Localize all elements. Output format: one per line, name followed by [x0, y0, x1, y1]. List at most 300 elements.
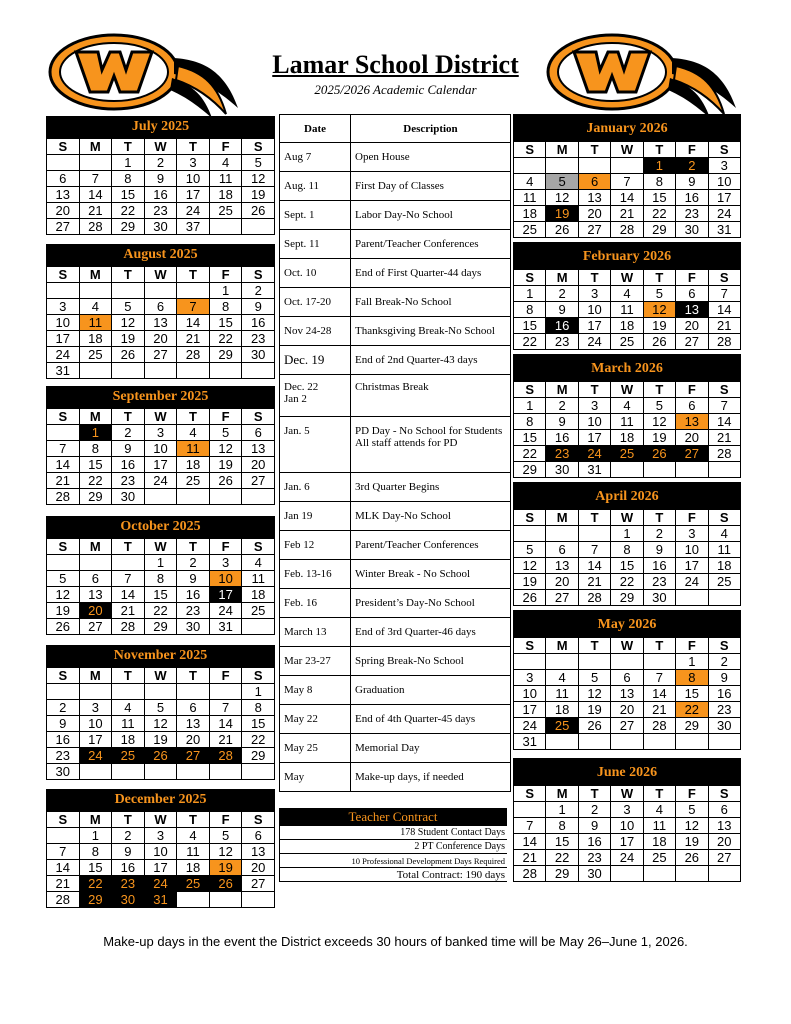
- day-cell: 22: [79, 473, 112, 489]
- event-desc: President’s Day-No School: [351, 589, 511, 618]
- day-cell: 26: [676, 850, 708, 866]
- day-cell: 13: [144, 315, 177, 331]
- weekday-label: W: [144, 267, 177, 283]
- day-cell: 25: [611, 334, 643, 350]
- empty-cell: [708, 590, 740, 606]
- day-cell: 7: [514, 818, 546, 834]
- event-date: Aug 7: [280, 143, 351, 172]
- weekday-label: S: [242, 139, 275, 155]
- day-cell: 28: [209, 748, 242, 764]
- day-cell: 15: [209, 315, 242, 331]
- day-cell: 22: [514, 446, 546, 462]
- day-cell: 19: [643, 430, 675, 446]
- month-grid: [513, 509, 741, 606]
- day-cell: 13: [242, 844, 275, 860]
- day-cell: 26: [112, 347, 145, 363]
- day-cell: 25: [209, 203, 242, 219]
- day-cell: 20: [47, 203, 80, 219]
- day-cell: 17: [708, 190, 740, 206]
- day-cell: 7: [708, 398, 740, 414]
- day-cell: 22: [611, 574, 643, 590]
- day-cell: 20: [242, 457, 275, 473]
- empty-cell: [47, 555, 80, 571]
- weekday-header-row: [47, 139, 275, 155]
- event-row: [280, 201, 511, 230]
- day-cell: 30: [676, 222, 708, 238]
- day-cell: 30: [177, 619, 210, 635]
- day-cell: 30: [112, 892, 145, 908]
- day-cell: 28: [79, 219, 112, 235]
- weekday-label: S: [47, 409, 80, 425]
- weekday-label: M: [79, 139, 112, 155]
- event-date: Jan 19: [280, 502, 351, 531]
- day-cell: 19: [112, 331, 145, 347]
- day-cell: 7: [177, 299, 210, 315]
- weekday-label: T: [643, 510, 675, 526]
- day-cell: 24: [611, 850, 643, 866]
- empty-cell: [578, 158, 610, 174]
- month-grid: [46, 538, 275, 635]
- empty-cell: [578, 654, 610, 670]
- day-cell: 15: [79, 860, 112, 876]
- weekday-label: W: [144, 139, 177, 155]
- weekday-label: W: [611, 510, 643, 526]
- page-subtitle: 2025/2026 Academic Calendar: [314, 82, 477, 97]
- day-cell: 30: [47, 764, 80, 780]
- week-row: [47, 892, 275, 908]
- day-cell: 17: [676, 558, 708, 574]
- month-title: June 2026: [513, 758, 741, 785]
- month-grid: [46, 138, 275, 235]
- empty-cell: [643, 654, 675, 670]
- weekday-label: T: [578, 142, 610, 158]
- day-cell: 23: [676, 206, 708, 222]
- empty-cell: [177, 892, 210, 908]
- weekday-label: W: [611, 786, 643, 802]
- empty-cell: [611, 734, 643, 750]
- day-cell: 18: [177, 860, 210, 876]
- empty-cell: [578, 526, 610, 542]
- weekday-label: T: [643, 382, 675, 398]
- weekday-label: T: [578, 382, 610, 398]
- day-cell: 28: [708, 446, 740, 462]
- day-cell: 23: [112, 473, 145, 489]
- day-cell: 13: [47, 187, 80, 203]
- month-september-2025: [46, 386, 275, 505]
- day-cell: 14: [112, 587, 145, 603]
- event-date: [280, 375, 351, 417]
- day-cell: 29: [242, 748, 275, 764]
- event-date: May 22: [280, 705, 351, 734]
- day-cell: 14: [611, 190, 643, 206]
- weekday-label: W: [611, 638, 643, 654]
- event-date: Feb 12: [280, 531, 351, 560]
- day-cell: 24: [177, 203, 210, 219]
- event-desc: 3rd Quarter Begins: [351, 473, 511, 502]
- month-title: April 2026: [513, 482, 741, 509]
- empty-cell: [144, 684, 177, 700]
- day-cell: 13: [578, 190, 610, 206]
- day-cell: 23: [242, 331, 275, 347]
- day-cell: 5: [47, 571, 80, 587]
- event-date: Jan. 6: [280, 473, 351, 502]
- day-cell: 2: [112, 425, 145, 441]
- empty-cell: [47, 684, 80, 700]
- day-cell: 2: [676, 158, 708, 174]
- day-cell: 20: [79, 603, 112, 619]
- contract-title: Teacher Contract: [279, 808, 507, 826]
- event-desc: MLK Day-No School: [351, 502, 511, 531]
- week-row: [47, 425, 275, 441]
- day-cell: 6: [676, 398, 708, 414]
- week-row: [47, 203, 275, 219]
- day-cell: 6: [144, 299, 177, 315]
- day-cell: 12: [112, 315, 145, 331]
- day-cell: 15: [676, 686, 708, 702]
- weekday-label: T: [177, 139, 210, 155]
- event-row: [280, 502, 511, 531]
- day-cell: 14: [708, 302, 740, 318]
- day-cell: 17: [578, 318, 610, 334]
- day-cell: 15: [514, 318, 546, 334]
- day-cell: 10: [47, 315, 80, 331]
- week-row: [47, 603, 275, 619]
- month-april-2026: [513, 482, 741, 606]
- day-cell: 2: [144, 155, 177, 171]
- day-cell: 20: [578, 206, 610, 222]
- event-date: Oct. 10: [280, 259, 351, 288]
- empty-cell: [611, 866, 643, 882]
- weekday-label: F: [209, 267, 242, 283]
- weekday-label: T: [177, 812, 210, 828]
- event-desc: Winter Break - No School: [351, 560, 511, 589]
- day-cell: 17: [514, 702, 546, 718]
- weekday-label: S: [708, 638, 740, 654]
- day-cell: 6: [47, 171, 80, 187]
- day-cell: 27: [676, 334, 708, 350]
- day-cell: 1: [546, 802, 578, 818]
- day-cell: 8: [611, 542, 643, 558]
- week-row: [514, 318, 741, 334]
- month-november-2025: [46, 645, 275, 780]
- day-cell: 26: [578, 718, 610, 734]
- month-title: February 2026: [513, 242, 741, 269]
- day-cell: 26: [643, 334, 675, 350]
- day-cell: 4: [79, 299, 112, 315]
- contract-line: 10 Professional Development Days Required: [279, 854, 507, 868]
- day-cell: 21: [209, 732, 242, 748]
- day-cell: 18: [611, 430, 643, 446]
- day-cell: 14: [47, 457, 80, 473]
- empty-cell: [643, 734, 675, 750]
- day-cell: 16: [242, 315, 275, 331]
- day-cell: 25: [177, 473, 210, 489]
- day-cell: 17: [578, 430, 610, 446]
- weekday-label: S: [47, 668, 80, 684]
- week-row: [47, 299, 275, 315]
- day-cell: 24: [578, 446, 610, 462]
- day-cell: 9: [578, 818, 610, 834]
- day-cell: 20: [676, 318, 708, 334]
- event-row: [280, 230, 511, 259]
- day-cell: 12: [209, 441, 242, 457]
- day-cell: 4: [177, 828, 210, 844]
- empty-cell: [546, 654, 578, 670]
- weekday-label: S: [514, 786, 546, 802]
- week-row: [47, 315, 275, 331]
- day-cell: 21: [47, 473, 80, 489]
- empty-cell: [112, 555, 145, 571]
- day-cell: 13: [611, 686, 643, 702]
- contract-total: Total Contract: 190 days: [279, 868, 507, 882]
- empty-cell: [47, 425, 80, 441]
- event-date: May: [280, 763, 351, 792]
- empty-cell: [177, 764, 210, 780]
- day-cell: 6: [611, 670, 643, 686]
- day-cell: 14: [209, 716, 242, 732]
- month-grid: [513, 381, 741, 478]
- weekday-label: W: [611, 270, 643, 286]
- week-row: [47, 844, 275, 860]
- week-row: [47, 571, 275, 587]
- week-row: [47, 716, 275, 732]
- day-cell: 1: [514, 398, 546, 414]
- empty-cell: [643, 866, 675, 882]
- event-date: Sept. 1: [280, 201, 351, 230]
- empty-cell: [676, 590, 708, 606]
- day-cell: 11: [514, 190, 546, 206]
- events-header-row: [280, 115, 511, 143]
- weekday-label: T: [578, 638, 610, 654]
- day-cell: 1: [676, 654, 708, 670]
- day-cell: 14: [643, 686, 675, 702]
- weekday-header-row: [47, 539, 275, 555]
- day-cell: 2: [177, 555, 210, 571]
- day-cell: 21: [643, 702, 675, 718]
- day-cell: 2: [546, 398, 578, 414]
- day-cell: 29: [643, 222, 675, 238]
- day-cell: 24: [578, 334, 610, 350]
- event-date: Sept. 11: [280, 230, 351, 259]
- event-desc: End of 4th Quarter-45 days: [351, 705, 511, 734]
- day-cell: 6: [546, 542, 578, 558]
- day-cell: 6: [578, 174, 610, 190]
- day-cell: 7: [209, 700, 242, 716]
- day-cell: 10: [177, 171, 210, 187]
- weekday-label: S: [514, 142, 546, 158]
- weekday-label: W: [144, 409, 177, 425]
- day-cell: 9: [708, 670, 740, 686]
- weekday-label: T: [112, 409, 145, 425]
- day-cell: 16: [112, 457, 145, 473]
- day-cell: 22: [546, 850, 578, 866]
- day-cell: 3: [514, 670, 546, 686]
- day-cell: 21: [611, 206, 643, 222]
- day-cell: 15: [144, 587, 177, 603]
- day-cell: 4: [209, 155, 242, 171]
- month-title: August 2025: [46, 244, 275, 266]
- empty-cell: [209, 684, 242, 700]
- day-cell: 25: [643, 850, 675, 866]
- empty-cell: [112, 363, 145, 379]
- day-cell: 16: [47, 732, 80, 748]
- day-cell: 28: [708, 334, 740, 350]
- day-cell: 23: [144, 203, 177, 219]
- empty-cell: [79, 684, 112, 700]
- day-cell: 11: [177, 441, 210, 457]
- day-cell: 27: [578, 222, 610, 238]
- day-cell: 4: [611, 286, 643, 302]
- weekday-label: M: [546, 510, 578, 526]
- event-date: Feb. 13-16: [280, 560, 351, 589]
- day-cell: 5: [578, 670, 610, 686]
- day-cell: 8: [643, 174, 675, 190]
- week-row: [514, 206, 741, 222]
- weekday-label: T: [643, 270, 675, 286]
- day-cell: 27: [242, 876, 275, 892]
- day-cell: 25: [177, 876, 210, 892]
- event-row: [280, 676, 511, 705]
- weekday-label: S: [514, 638, 546, 654]
- month-february-2026: [513, 242, 741, 350]
- day-cell: 29: [546, 866, 578, 882]
- day-cell: 27: [546, 590, 578, 606]
- day-cell: 7: [578, 542, 610, 558]
- day-cell: 27: [676, 446, 708, 462]
- event-row: [280, 763, 511, 792]
- month-title: November 2025: [46, 645, 275, 667]
- day-cell: 5: [643, 398, 675, 414]
- day-cell: 8: [79, 441, 112, 457]
- day-cell: 16: [676, 190, 708, 206]
- day-cell: 27: [708, 850, 740, 866]
- weekday-label: T: [112, 539, 145, 555]
- day-cell: 3: [611, 802, 643, 818]
- day-cell: 27: [144, 347, 177, 363]
- weekday-label: T: [112, 267, 145, 283]
- weekday-header-row: [514, 382, 741, 398]
- event-row: [280, 172, 511, 201]
- event-desc: [351, 417, 511, 473]
- empty-cell: [112, 684, 145, 700]
- day-cell: 24: [209, 603, 242, 619]
- day-cell: 8: [209, 299, 242, 315]
- events-table: [279, 114, 511, 792]
- day-cell: 5: [676, 802, 708, 818]
- day-cell: 11: [209, 171, 242, 187]
- week-row: [47, 283, 275, 299]
- week-row: [47, 331, 275, 347]
- empty-cell: [177, 684, 210, 700]
- weekday-header-row: [47, 267, 275, 283]
- day-cell: 4: [546, 670, 578, 686]
- day-cell: 14: [47, 860, 80, 876]
- month-december-2025: [46, 789, 275, 908]
- day-cell: 23: [546, 334, 578, 350]
- day-cell: 27: [242, 473, 275, 489]
- day-cell: 20: [611, 702, 643, 718]
- day-cell: 10: [79, 716, 112, 732]
- month-grid: [513, 785, 741, 882]
- day-cell: 16: [144, 187, 177, 203]
- event-row: [280, 589, 511, 618]
- month-may-2026: [513, 610, 741, 750]
- day-cell: 28: [643, 718, 675, 734]
- day-cell: 20: [546, 574, 578, 590]
- empty-cell: [611, 654, 643, 670]
- empty-cell: [708, 866, 740, 882]
- day-cell: 4: [112, 700, 145, 716]
- weekday-label: T: [643, 638, 675, 654]
- day-cell: 12: [643, 302, 675, 318]
- day-cell: 26: [144, 748, 177, 764]
- event-desc: Graduation: [351, 676, 511, 705]
- week-row: [514, 190, 741, 206]
- month-january-2026: [513, 114, 741, 238]
- empty-cell: [242, 764, 275, 780]
- day-cell: 22: [676, 702, 708, 718]
- weekday-label: S: [708, 510, 740, 526]
- day-cell: 19: [242, 187, 275, 203]
- event-desc: Labor Day-No School: [351, 201, 511, 230]
- day-cell: 13: [676, 414, 708, 430]
- empty-cell: [242, 892, 275, 908]
- day-cell: 24: [47, 347, 80, 363]
- weekday-label: M: [546, 142, 578, 158]
- day-cell: 19: [643, 318, 675, 334]
- week-row: [514, 866, 741, 882]
- weekday-label: S: [514, 510, 546, 526]
- empty-cell: [514, 654, 546, 670]
- weekday-label: W: [611, 142, 643, 158]
- weekday-label: T: [578, 270, 610, 286]
- empty-cell: [79, 155, 112, 171]
- day-cell: 3: [209, 555, 242, 571]
- day-cell: 8: [546, 818, 578, 834]
- day-cell: 16: [177, 587, 210, 603]
- week-row: [47, 347, 275, 363]
- day-cell: 12: [643, 414, 675, 430]
- day-cell: 11: [611, 302, 643, 318]
- event-date: Mar 23-27: [280, 647, 351, 676]
- event-date: May 8: [280, 676, 351, 705]
- day-cell: 15: [611, 558, 643, 574]
- day-cell: 24: [144, 876, 177, 892]
- week-row: [514, 734, 741, 750]
- empty-cell: [209, 363, 242, 379]
- event-date: May 25: [280, 734, 351, 763]
- day-cell: 18: [546, 702, 578, 718]
- day-cell: 15: [79, 457, 112, 473]
- day-cell: 9: [546, 302, 578, 318]
- day-cell: 2: [242, 283, 275, 299]
- day-cell: 11: [546, 686, 578, 702]
- day-cell: 12: [546, 190, 578, 206]
- week-row: [514, 430, 741, 446]
- day-cell: 22: [514, 334, 546, 350]
- event-desc: Open House: [351, 143, 511, 172]
- day-cell: 5: [144, 700, 177, 716]
- empty-cell: [242, 489, 275, 505]
- day-cell: 1: [79, 425, 112, 441]
- weekday-label: M: [79, 267, 112, 283]
- day-cell: 13: [676, 302, 708, 318]
- day-cell: 19: [546, 206, 578, 222]
- event-row: [280, 143, 511, 172]
- day-cell: 25: [611, 446, 643, 462]
- event-date: Nov 24-28: [280, 317, 351, 346]
- day-cell: 18: [209, 187, 242, 203]
